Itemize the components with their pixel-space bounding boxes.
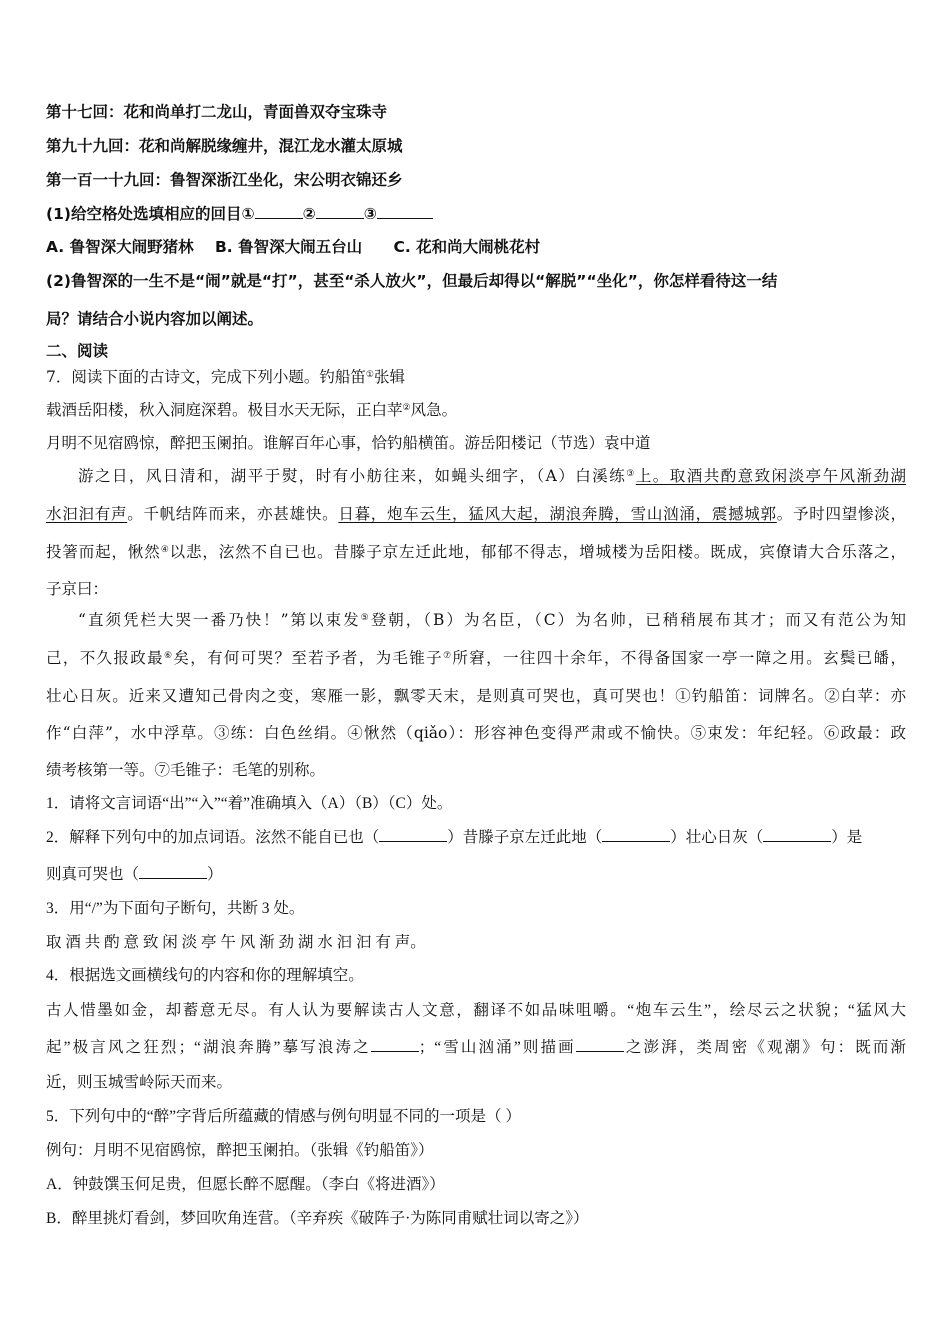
question-2-line-1: (2)鲁智深的一生不是“闹”就是“打”，甚至“杀人放火”，但最后却得以“解脱”“坐化”，你怎样看待这一结 xyxy=(46,272,778,290)
note-marker: ⑤ xyxy=(360,613,371,623)
option-b: B. 鲁智深大闹五台山 xyxy=(214,238,363,256)
section-heading: 二、阅读 xyxy=(46,342,109,360)
answer-blank[interactable] xyxy=(379,827,447,842)
prose-line-9: 绩考核第一等。⑦毛锥子：毛笔的别称。 xyxy=(46,761,326,779)
subquestion-5: 5．下列句中的“醉”字背后所蕴藏的情感与例句明显不同的一项是（ ） xyxy=(46,1108,521,1125)
option-c: C. 花和尚大闹桃花村 xyxy=(393,238,541,256)
prose-line-2 xyxy=(46,504,906,524)
blank-3[interactable] xyxy=(377,204,433,219)
question-1-text: (1)给空格处选填相应的回目① xyxy=(46,205,255,223)
note-marker: ⑥ xyxy=(163,651,174,661)
prose-text: 。予时四望惨淡， xyxy=(776,505,906,523)
note-marker: ② xyxy=(402,403,411,413)
subquestion-5-example: 例句：月明不见宿鸥惊，醉把玉阑拍。（张辑《钓船笛》） xyxy=(46,1142,434,1159)
prose-line-8: 作“白萍”，水中浮草。③练：白色丝绢。④愀然（qiǎo）：形容神色变得严肃或不愉快。⑤束发：年纪轻。⑥政最：政 xyxy=(46,724,906,742)
subquestion-5-option-a: A．钟鼓馔玉何足贵，但愿长醉不愿醒。（李白《将进酒》） xyxy=(46,1176,445,1193)
option-a: A. 鲁智深大闹野猪林 xyxy=(46,238,194,256)
answer-blank[interactable] xyxy=(371,1037,419,1052)
subquestion-3-sentence: 取 酒 共 酌 意 致 闲 淡 亭 午 风 渐 劲 湖 水 汩 汩 有 声。 xyxy=(46,934,426,951)
poem-text: 风急。 xyxy=(410,401,458,419)
poem-line-1 xyxy=(46,400,457,420)
blank-1[interactable] xyxy=(255,204,303,219)
question-text: ）昔滕子京左迁此地（ xyxy=(447,829,603,846)
question-2-line-2: 局？请结合小说内容加以阐述。 xyxy=(46,310,264,328)
subquestion-4-line-1: 古人惜墨如金，却蓄意无尽。有人认为要解读古人文意，翻译不如品味咀嚼。“炮车云生”，绘尽云之状貌；“猛风大 xyxy=(46,1002,906,1019)
chapter-99: 第九十九回：花和尚解脱缘缠井，混江龙水灌太原城 xyxy=(46,137,403,155)
subquestion-2-cont xyxy=(46,864,223,885)
question-text: ；“雪山汹涌”则描画 xyxy=(418,1039,576,1056)
chapter-17: 第十七回：花和尚单打二龙山，青面兽双夺宝珠寺 xyxy=(46,103,388,121)
answer-blank[interactable] xyxy=(763,827,831,842)
subquestion-3: 3．用“/”为下面句子断句，共断 3 处。 xyxy=(46,900,305,917)
problem-7-intro xyxy=(46,367,405,387)
prose-text: “直须凭栏大哭一番乃快！”第以束发 xyxy=(78,611,361,629)
prose-text: 矣，有何可哭？至若予者，为毛锥子 xyxy=(173,649,443,667)
problem-7-text: 7．阅读下面的古诗文，完成下列小题。钓船笛 xyxy=(46,368,366,386)
prose-line-5 xyxy=(78,610,906,630)
question-text: ）壮心日灰（ xyxy=(670,829,764,846)
prose-line-4: 子京曰： xyxy=(46,580,109,598)
prose-text: 以悲，泫然不自已也。昔滕子京左迁此地，郁郁不得志，增城楼为岳阳楼。既成，宾僚请大合乐落之， xyxy=(169,543,906,561)
prose-text: 己，不久报政最 xyxy=(46,649,164,667)
note-marker: ⑦ xyxy=(442,651,453,661)
subquestion-5-option-b: B．醉里挑灯看剑，梦回吹角连营。（辛弃疾《破阵子·为陈同甫赋壮词以寄之》） xyxy=(46,1210,589,1227)
underlined-sentence: 日暮，炮车云生，猛风大起，湖浪奔腾，雪山汹涌，震撼城郭 xyxy=(338,505,777,523)
prose-line-6 xyxy=(46,648,906,668)
prose-text: 水汩汩有声 xyxy=(46,505,128,523)
note-marker: ④ xyxy=(160,545,170,555)
prose-line-1 xyxy=(78,466,906,486)
subquestion-1: 1．请将文言词语“出”“入”“着”准确填入（A）（B）（C）处。 xyxy=(46,795,453,812)
blank-2-marker: ② xyxy=(302,205,316,223)
prose-line-7: 壮心日灰。近来又遭知己骨肉之变，寒雁一影，飘零天末，是则真可哭也，真可哭也！①钓船笛：词牌名。②白苹：亦 xyxy=(46,687,906,705)
question-text: ）是 xyxy=(831,829,863,846)
poem-text: 载酒岳阳楼，秋入洞庭深碧。极目水天无际，正白苹 xyxy=(46,401,403,419)
prose-text: 游之日，风日清和，湖平于熨，时有小舫往来，如蝇头细字，（A）白溪练 xyxy=(78,467,627,485)
options-row xyxy=(46,237,540,257)
poet-name: 张辑 xyxy=(373,368,405,386)
prose-text: 投箸而起，愀然 xyxy=(46,543,161,561)
question-1 xyxy=(46,204,433,224)
answer-blank[interactable] xyxy=(602,827,670,842)
blank-2[interactable] xyxy=(316,204,364,219)
question-text: ） xyxy=(207,866,223,883)
prose-line-3 xyxy=(46,542,906,562)
answer-blank[interactable] xyxy=(139,864,207,879)
note-marker: ③ xyxy=(626,469,636,479)
question-text: 则真可哭也（ xyxy=(46,866,140,883)
prose-text: 所窘，一往四十余年，不得备国家一亭一障之用。玄鬓已皤， xyxy=(452,649,906,667)
chapter-119: 第一百一十九回：鲁智深浙江坐化，宋公明衣锦还乡 xyxy=(46,171,403,189)
poem-line-2: 月明不见宿鸥惊，醉把玉阑拍。谁解百年心事，恰钓船横笛。游岳阳楼记（节选）袁中道 xyxy=(46,434,651,452)
note-marker: ① xyxy=(365,370,374,380)
blank-3-marker: ③ xyxy=(363,205,377,223)
question-text: 2．解释下列句中的加点词语。泫然不能自已也（ xyxy=(46,829,380,846)
subquestion-4: 4．根据选文画横线句的内容和你的理解填空。 xyxy=(46,967,364,984)
subquestion-4-line-3: 近，则玉城雪岭际天而来。 xyxy=(46,1074,233,1091)
prose-text: 上。取酒共酌意致闲淡亭午风渐劲湖 xyxy=(635,467,906,485)
prose-text: 。千帆结阵而来，亦甚雄快。 xyxy=(127,505,339,523)
subquestion-4-line-2 xyxy=(46,1037,906,1058)
prose-text: 登朝，（B）为名臣，（C）为名帅，已稍稍展布其才；而又有范公为知 xyxy=(370,611,906,629)
answer-blank[interactable] xyxy=(576,1037,624,1052)
subquestion-2 xyxy=(46,827,862,848)
question-text: 起”极言风之狂烈；“湖浪奔腾”摹写浪涛之 xyxy=(46,1039,371,1056)
question-text: 之澎湃，类周密《观潮》句：既而渐 xyxy=(623,1039,906,1056)
